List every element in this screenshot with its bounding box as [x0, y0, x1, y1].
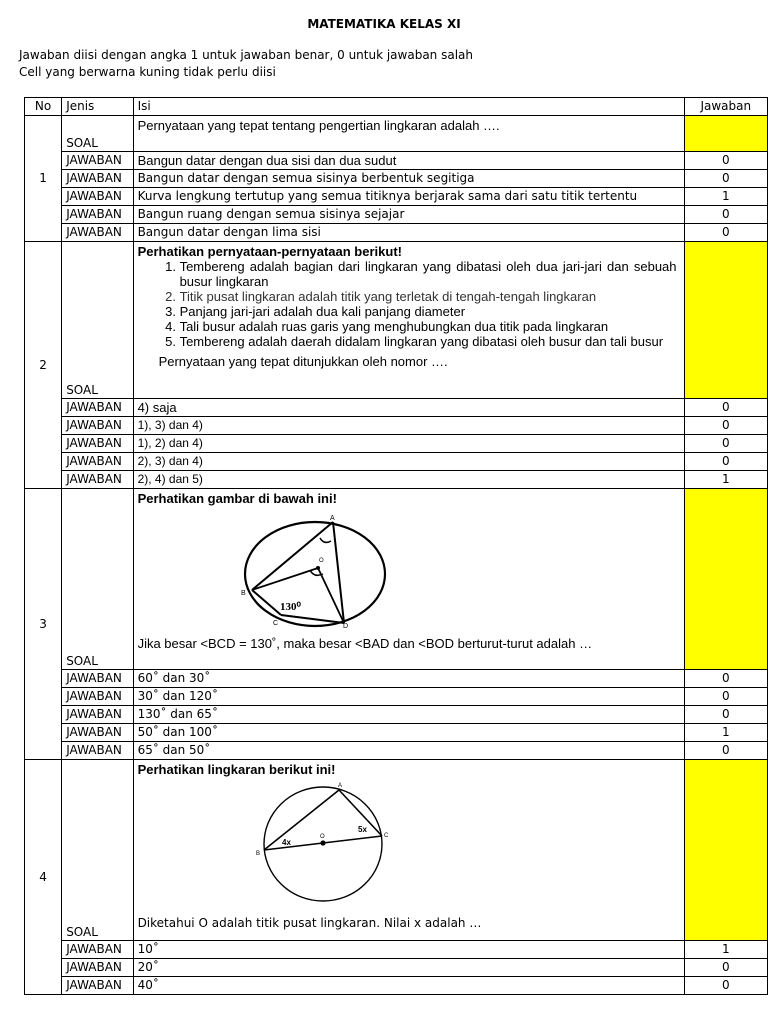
q2-statement-list	[138, 259, 680, 349]
q3-number: 3	[25, 489, 62, 760]
q3-option-row	[25, 670, 768, 688]
q1-opt3-value[interactable]: 1	[684, 188, 767, 206]
q1-opt1-text: Bangun datar dengan dua sisi dan dua sudut	[133, 152, 684, 170]
q3-opt3-text: 130˚ dan 65˚	[133, 706, 684, 724]
q3-soal-row	[25, 489, 768, 670]
instruction-line-1: Jawaban diisi dengan angka 1 untuk jawaban benar, 0 untuk jawaban salah	[19, 48, 473, 62]
q1-opt5-value[interactable]: 0	[684, 224, 767, 242]
q1-opt4-text: Bangun ruang dengan semua sisinya sejajar	[133, 206, 684, 224]
q2-option-row	[25, 435, 768, 453]
q4-heading: Perhatikan lingkaran berikut ini!	[137, 762, 336, 777]
q4-option-row	[25, 977, 768, 995]
q1-option-row	[25, 188, 768, 206]
q3-option-row	[25, 724, 768, 742]
q2-statement-5: 5. Tembereng adalah daerah didalam lingkaran yang dibatasi oleh busur dan tali busur	[180, 334, 677, 349]
header-no: No	[25, 98, 62, 116]
q2-opt4-label: JAWABAN	[62, 453, 133, 471]
q3-question-cell	[133, 489, 684, 670]
q2-opt5-text: 2), 4) dan 5)	[133, 471, 684, 489]
q1-opt2-label: JAWABAN	[62, 170, 133, 188]
q2-opt1-value[interactable]: 0	[684, 399, 767, 417]
q3-option-row	[25, 688, 768, 706]
q1-opt1-value[interactable]: 0	[684, 152, 767, 170]
q4-soal-row	[25, 760, 768, 941]
q1-soal-row	[25, 116, 768, 152]
q4-opt1-label: JAWABAN	[62, 941, 133, 959]
q3-soal-label: SOAL	[62, 489, 133, 670]
q2-opt3-value[interactable]: 0	[684, 435, 767, 453]
q2-opt2-label: JAWABAN	[62, 417, 133, 435]
q2-opt5-label: JAWABAN	[62, 471, 133, 489]
q3-label-o: O	[318, 558, 324, 564]
q3-line-ad	[333, 522, 344, 623]
q4-option-row	[25, 941, 768, 959]
q1-opt4-value[interactable]: 0	[684, 206, 767, 224]
q3-opt1-label: JAWABAN	[62, 670, 133, 688]
q3-opt1-value[interactable]: 0	[684, 670, 767, 688]
q3-circle-figure	[190, 508, 390, 628]
q4-label-o: O	[319, 834, 325, 840]
q3-question: Jika besar <BCD = 130˚, maka besar <BAD dan <BOD berturut-turut adalah …	[137, 636, 593, 651]
q2-statement-2: 2. Titik pusat lingkaran adalah titik yang terletak di tengah-tengah lingkaran	[180, 289, 677, 304]
q4-opt2-label: JAWABAN	[62, 959, 133, 977]
q4-circle-figure	[196, 777, 396, 902]
q3-opt5-text: 65˚ dan 50˚	[133, 742, 684, 760]
header-jenis: Jenis	[62, 98, 133, 116]
q3-line-bo	[252, 568, 318, 590]
q1-option-row	[25, 170, 768, 188]
q2-question-cell	[133, 242, 684, 399]
header-row	[25, 98, 768, 116]
q3-opt1-text: 60˚ dan 30˚	[133, 670, 684, 688]
q1-soal-answer-cell	[684, 116, 767, 152]
q3-opt3-value[interactable]: 0	[684, 706, 767, 724]
q1-soal-label: SOAL	[62, 116, 133, 152]
q2-opt1-text: 4) saja	[133, 399, 684, 417]
q2-option-row	[25, 399, 768, 417]
q3-opt5-value[interactable]: 0	[684, 742, 767, 760]
q4-question: Diketahui O adalah titik pusat lingkaran. Nilai x adalah …	[137, 916, 482, 930]
q4-question-cell	[133, 760, 684, 941]
q2-soal-answer-cell	[684, 242, 767, 399]
q3-opt4-text: 50˚ dan 100˚	[133, 724, 684, 742]
q4-soal-label: SOAL	[62, 760, 133, 941]
q2-option-row	[25, 453, 768, 471]
q2-option-row	[25, 471, 768, 489]
q2-opt2-text: 1), 3) dan 4)	[133, 417, 684, 435]
q1-opt2-value[interactable]: 0	[684, 170, 767, 188]
q3-label-b: B	[240, 590, 246, 597]
q4-line-ba	[264, 790, 339, 850]
q1-option-row	[25, 152, 768, 170]
q4-option-row	[25, 959, 768, 977]
q3-opt4-value[interactable]: 1	[684, 724, 767, 742]
q4-opt3-value[interactable]: 0	[684, 977, 767, 995]
q4-label-a: A	[337, 783, 342, 789]
q2-number: 2	[25, 242, 62, 489]
header-isi: Isi	[133, 98, 684, 116]
q3-label-c: C	[272, 620, 278, 627]
q3-opt2-label: JAWABAN	[62, 688, 133, 706]
q2-opt2-value[interactable]: 0	[684, 417, 767, 435]
q3-opt4-label: JAWABAN	[62, 724, 133, 742]
q1-opt5-label: JAWABAN	[62, 224, 133, 242]
q1-opt3-label: JAWABAN	[62, 188, 133, 206]
q4-opt3-label: JAWABAN	[62, 977, 133, 995]
q1-option-row	[25, 206, 768, 224]
q3-opt2-value[interactable]: 0	[684, 688, 767, 706]
q4-opt1-value[interactable]: 1	[684, 941, 767, 959]
q3-opt2-text: 30˚ dan 120˚	[133, 688, 684, 706]
q4-number: 4	[25, 760, 62, 995]
q3-label-d: D	[342, 623, 348, 628]
q1-opt3-text: Kurva lengkung tertutup yang semua titiknya berjarak sama dari satu titik tertentu	[133, 188, 684, 206]
q3-heading: Perhatikan gambar di bawah ini!	[137, 491, 337, 506]
q2-heading: Perhatikan pernyataan-pernyataan berikut!	[137, 244, 402, 259]
q4-label-b: B	[255, 851, 260, 857]
q2-option-row	[25, 417, 768, 435]
q4-opt2-text: 20˚	[133, 959, 684, 977]
q1-opt4-label: JAWABAN	[62, 206, 133, 224]
q2-opt4-text: 2), 3) dan 4)	[133, 453, 684, 471]
q2-statement-1: 1. Tembereng adalah bagian dari lingkaran yang dibatasi oleh dua jari-jari dan sebuah busur lingkaran	[180, 259, 677, 289]
q3-angle-arc-a	[320, 538, 331, 542]
q4-label-c: C	[383, 833, 388, 839]
q1-option-row	[25, 224, 768, 242]
q2-statement-4: 4. Tali busur adalah ruas garis yang menghubungkan dua titik pada lingkaran	[180, 319, 677, 334]
q3-center-point	[316, 566, 320, 570]
q3-soal-answer-cell	[684, 489, 767, 670]
q2-opt3-text: 1), 2) dan 4)	[133, 435, 684, 453]
q2-soal-label: SOAL	[62, 242, 133, 399]
q2-soal-row	[25, 242, 768, 399]
q4-opt3-text: 40˚	[133, 977, 684, 995]
q3-label-angle: 130⁰	[279, 601, 301, 613]
q4-soal-answer-cell	[684, 760, 767, 941]
q3-line-ab	[252, 522, 333, 590]
q3-label-a: A	[329, 515, 335, 522]
q3-option-row	[25, 706, 768, 724]
q3-opt5-label: JAWABAN	[62, 742, 133, 760]
document-title: MATEMATIKA KELAS XI	[307, 17, 461, 31]
q4-center-point	[320, 840, 325, 845]
q1-question: Pernyataan yang tepat tentang pengertian lingkaran adalah ….	[133, 116, 684, 152]
q1-number: 1	[25, 116, 62, 242]
q2-opt1-label: JAWABAN	[62, 399, 133, 417]
q3-option-row	[25, 742, 768, 760]
q1-opt5-text: Bangun datar dengan lima sisi	[133, 224, 684, 242]
q3-opt3-label: JAWABAN	[62, 706, 133, 724]
q4-label-5x: 5x	[357, 825, 367, 834]
q1-opt2-text: Bangun datar dengan semua sisinya berbentuk segitiga	[133, 170, 684, 188]
q2-opt4-value[interactable]: 0	[684, 453, 767, 471]
q2-question: Pernyataan yang tepat ditunjukkan oleh nomor ….	[158, 354, 448, 369]
q2-opt3-label: JAWABAN	[62, 435, 133, 453]
q4-opt2-value[interactable]: 0	[684, 959, 767, 977]
header-jawaban: Jawaban	[684, 98, 767, 116]
question-table	[24, 97, 768, 995]
q4-opt1-text: 10˚	[133, 941, 684, 959]
q2-statement-3: 3. Panjang jari-jari adalah dua kali panjang diameter	[180, 304, 677, 319]
q4-label-4x: 4x	[281, 838, 291, 847]
q2-opt5-value[interactable]: 1	[684, 471, 767, 489]
instruction-line-2: Cell yang berwarna kuning tidak perlu diisi	[19, 65, 276, 79]
q1-opt1-label: JAWABAN	[62, 152, 133, 170]
